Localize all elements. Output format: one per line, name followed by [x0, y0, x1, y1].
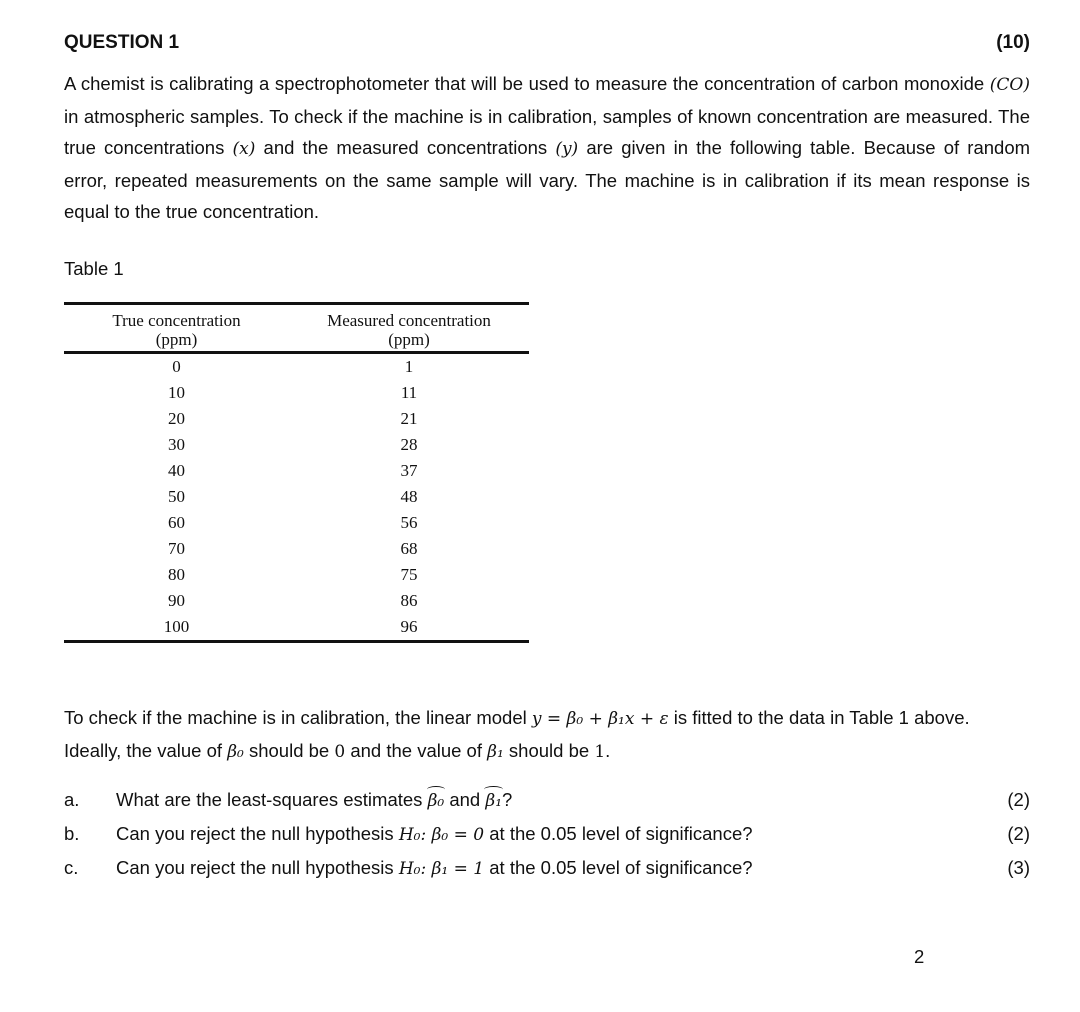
model-text-6: . [605, 740, 611, 761]
question-parts [64, 783, 1030, 885]
model-text-4: and the value of [345, 740, 488, 761]
model-text-2: is fitted to the data in Table 1 above. Ideally, the value of [64, 707, 970, 761]
table-row [64, 588, 529, 614]
one-value: 1 [594, 742, 606, 762]
part-text-pre: Can you reject the null hypothesis [116, 823, 399, 844]
beta0-symbol: β₀ [227, 742, 244, 762]
header-measured-concentration [289, 304, 529, 353]
table-row [64, 353, 529, 381]
measured-value: 37 [400, 461, 418, 480]
part-label: c. [64, 857, 79, 878]
co-symbol: (CO) [989, 75, 1030, 95]
question-marks: (10) [996, 32, 1030, 53]
null-hypothesis: H₀: β₁ = 1 [398, 859, 485, 879]
true-value: 70 [168, 539, 185, 558]
measured-value: 28 [400, 435, 418, 454]
table-caption: Table 1 [64, 258, 124, 279]
table-row [64, 458, 529, 484]
question-header [64, 32, 1030, 56]
table-row [64, 614, 529, 642]
part-text-mid: and [444, 789, 486, 810]
table-header-row [64, 304, 529, 353]
table-row [64, 510, 529, 536]
part-label: b. [64, 823, 80, 844]
intro-text-4: are given in the following table. Because of random error, repeated measurements on the same sample will vary. The machine is in calibration if its mean response is equal to the true concentration. [64, 137, 1031, 222]
part-c [64, 851, 1030, 885]
y-symbol: (y) [555, 139, 579, 159]
measured-value: 56 [400, 513, 418, 532]
measured-value: 86 [400, 591, 418, 610]
measured-value: 75 [400, 565, 418, 584]
intro-text-3: and the measured concentrations [255, 137, 556, 158]
part-marks: (2) [1007, 823, 1030, 844]
beta1-symbol: β₁ [487, 742, 504, 762]
measured-value: 21 [400, 409, 418, 428]
model-text-5: should be [503, 740, 595, 761]
header-name: Measured concentration [327, 311, 491, 330]
beta1-hat: β₁ [485, 784, 502, 818]
true-value: 30 [168, 435, 185, 454]
model-description [64, 702, 1030, 768]
part-text [116, 817, 753, 852]
data-table [64, 302, 529, 643]
part-text [116, 851, 753, 886]
null-hypothesis: H₀: β₀ = 0 [398, 825, 485, 845]
table-row [64, 484, 529, 510]
model-text-3: should be [243, 740, 335, 761]
part-b [64, 817, 1030, 851]
header-unit: (ppm) [155, 330, 198, 349]
table-row [64, 536, 529, 562]
measured-value: 11 [400, 383, 418, 402]
page-number: 2 [914, 946, 925, 967]
true-value: 20 [168, 409, 185, 428]
true-value: 90 [168, 591, 185, 610]
model-text-1: To check if the machine is in calibration, the linear model [64, 707, 532, 728]
part-text-post: at the 0.05 level of significance? [484, 823, 753, 844]
table-row [64, 406, 529, 432]
measured-value: 96 [289, 614, 529, 642]
beta0-hat: β₀ [428, 784, 445, 818]
part-text-post: ? [502, 789, 513, 810]
header-true-concentration [64, 304, 289, 353]
true-value: 40 [168, 461, 185, 480]
measured-value: 48 [400, 487, 418, 506]
zero-value: 0 [334, 742, 346, 762]
true-value: 100 [64, 614, 289, 642]
part-a [64, 783, 1030, 817]
part-label: a. [64, 789, 80, 810]
intro-text-1: A chemist is calibrating a spectrophotometer that will be used to measure the concentration of carbon monoxide [64, 73, 990, 94]
true-value: 80 [168, 565, 185, 584]
measured-value: 1 [404, 357, 414, 376]
true-value: 50 [168, 487, 185, 506]
part-text-pre: Can you reject the null hypothesis [116, 857, 399, 878]
part-marks: (3) [1007, 857, 1030, 878]
table-row [64, 380, 529, 406]
header-name: True concentration [112, 311, 241, 330]
part-text-post: at the 0.05 level of significance? [484, 857, 753, 878]
part-marks: (2) [1007, 789, 1030, 810]
table-row [64, 562, 529, 588]
header-unit: (ppm) [388, 330, 430, 349]
table-row [64, 432, 529, 458]
part-text-pre: What are the least-squares estimates [116, 789, 428, 810]
true-value: 10 [168, 383, 185, 402]
question-intro [64, 68, 1030, 227]
part-text [116, 783, 512, 818]
measured-value: 68 [400, 539, 418, 558]
true-value: 0 [172, 357, 181, 376]
intro-text-2: in atmospheric samples. To check if the machine is in calibration, samples of known concentration are measured. The true concentrations [64, 106, 1030, 158]
true-value: 60 [168, 513, 185, 532]
model-equation: y = β₀ + β₁x + ε [531, 709, 669, 729]
x-symbol: (x) [232, 139, 256, 159]
question-title: QUESTION 1 [64, 32, 180, 53]
